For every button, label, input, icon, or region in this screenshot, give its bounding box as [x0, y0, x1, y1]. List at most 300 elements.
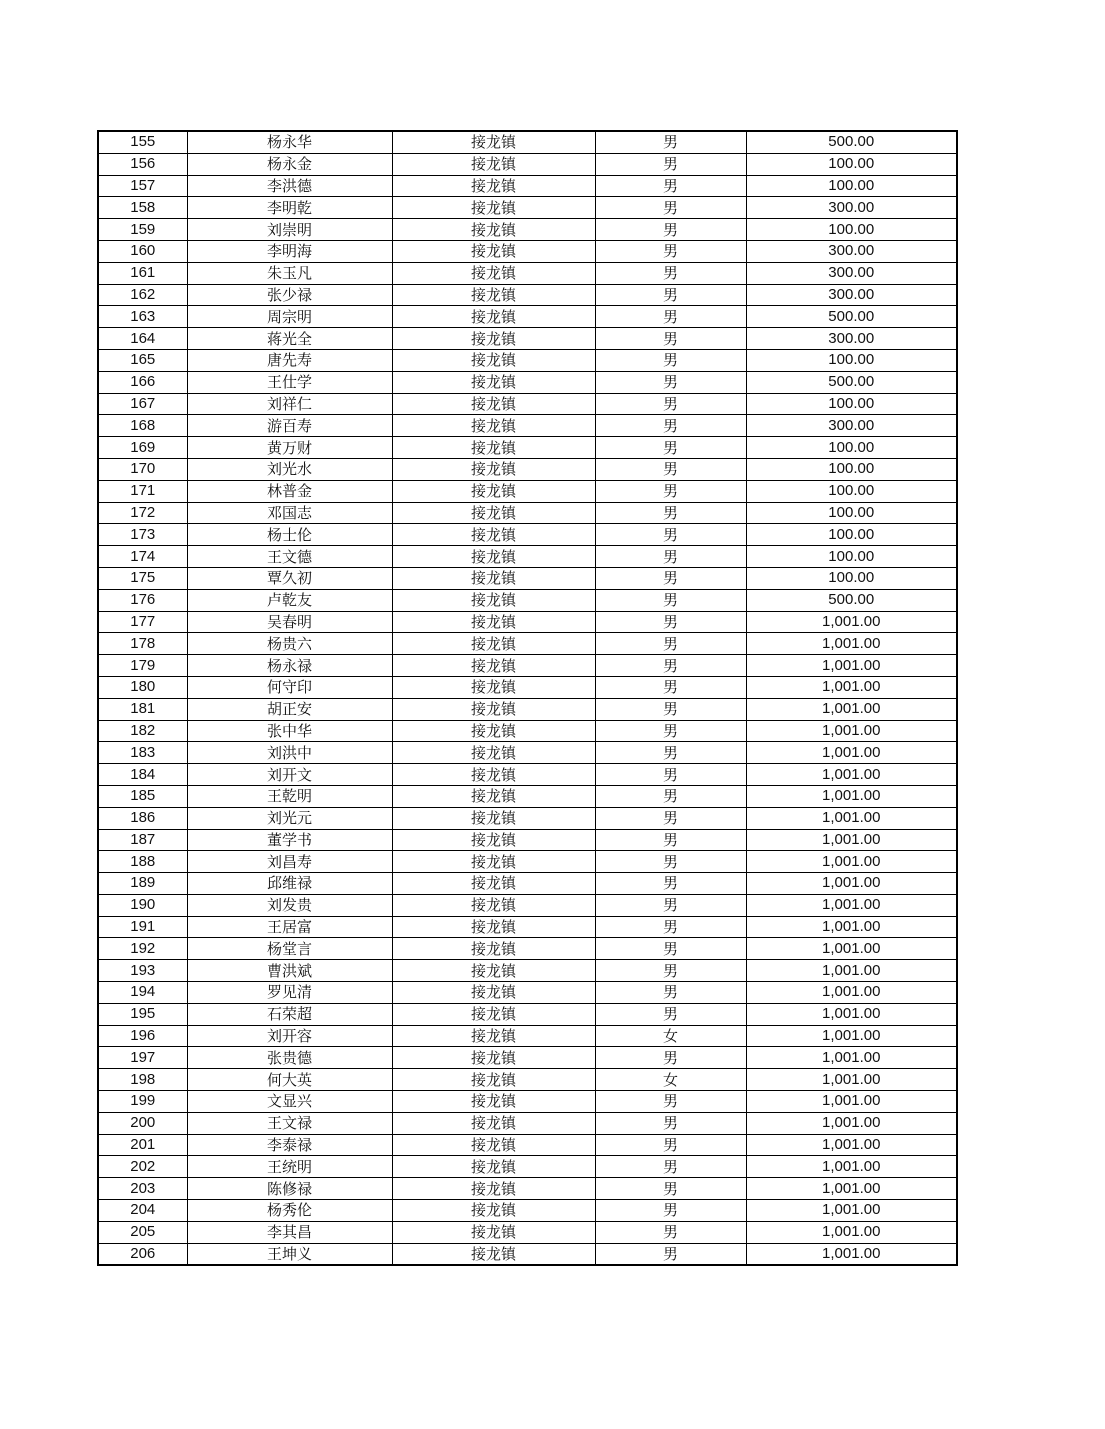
row-number-cell: 202	[98, 1156, 187, 1178]
table-row	[98, 197, 957, 219]
town-cell: 接龙镇	[392, 262, 595, 284]
amount-cell: 1,001.00	[746, 1178, 957, 1200]
name-cell: 文显兴	[187, 1091, 392, 1113]
row-number-cell: 192	[98, 938, 187, 960]
town-cell: 接龙镇	[392, 1069, 595, 1091]
amount-cell: 1,001.00	[746, 1091, 957, 1113]
name-cell: 何守印	[187, 676, 392, 698]
gender-cell: 男	[595, 764, 746, 786]
table-row	[98, 655, 957, 677]
row-number-cell: 168	[98, 415, 187, 437]
gender-cell: 男	[595, 742, 746, 764]
name-cell: 杨永华	[187, 131, 392, 153]
town-cell: 接龙镇	[392, 851, 595, 873]
gender-cell: 女	[595, 1025, 746, 1047]
row-number-cell: 197	[98, 1047, 187, 1069]
town-cell: 接龙镇	[392, 1047, 595, 1069]
town-cell: 接龙镇	[392, 1112, 595, 1134]
name-cell: 罗见清	[187, 982, 392, 1004]
amount-cell: 300.00	[746, 262, 957, 284]
town-cell: 接龙镇	[392, 764, 595, 786]
name-cell: 杨士伦	[187, 524, 392, 546]
name-cell: 朱玉凡	[187, 262, 392, 284]
amount-cell: 1,001.00	[746, 829, 957, 851]
amount-cell: 300.00	[746, 328, 957, 350]
gender-cell: 男	[595, 960, 746, 982]
row-number-cell: 204	[98, 1200, 187, 1222]
name-cell: 李洪德	[187, 175, 392, 197]
town-cell: 接龙镇	[392, 960, 595, 982]
gender-cell: 男	[595, 938, 746, 960]
amount-cell: 1,001.00	[746, 960, 957, 982]
gender-cell: 男	[595, 219, 746, 241]
row-number-cell: 193	[98, 960, 187, 982]
gender-cell: 男	[595, 1156, 746, 1178]
gender-cell: 男	[595, 197, 746, 219]
town-cell: 接龙镇	[392, 1003, 595, 1025]
name-cell: 李明乾	[187, 197, 392, 219]
table-row	[98, 1178, 957, 1200]
table-row	[98, 1112, 957, 1134]
gender-cell: 男	[595, 415, 746, 437]
row-number-cell: 165	[98, 349, 187, 371]
row-number-cell: 161	[98, 262, 187, 284]
town-cell: 接龙镇	[392, 1243, 595, 1265]
amount-cell: 100.00	[746, 480, 957, 502]
table-row	[98, 742, 957, 764]
table-row	[98, 916, 957, 938]
row-number-cell: 158	[98, 197, 187, 219]
name-cell: 董学书	[187, 829, 392, 851]
gender-cell: 男	[595, 546, 746, 568]
amount-cell: 1,001.00	[746, 1134, 957, 1156]
row-number-cell: 163	[98, 306, 187, 328]
amount-cell: 100.00	[746, 502, 957, 524]
town-cell: 接龙镇	[392, 916, 595, 938]
amount-cell: 100.00	[746, 153, 957, 175]
gender-cell: 男	[595, 807, 746, 829]
gender-cell: 男	[595, 153, 746, 175]
table-row	[98, 1221, 957, 1243]
amount-cell: 100.00	[746, 219, 957, 241]
name-cell: 刘开文	[187, 764, 392, 786]
town-cell: 接龙镇	[392, 1200, 595, 1222]
name-cell: 张少禄	[187, 284, 392, 306]
name-cell: 吴春明	[187, 611, 392, 633]
gender-cell: 男	[595, 1091, 746, 1113]
amount-cell: 300.00	[746, 415, 957, 437]
town-cell: 接龙镇	[392, 480, 595, 502]
amount-cell: 100.00	[746, 437, 957, 459]
gender-cell: 男	[595, 611, 746, 633]
table-row	[98, 807, 957, 829]
gender-cell: 男	[595, 1221, 746, 1243]
gender-cell: 男	[595, 306, 746, 328]
amount-cell: 1,001.00	[746, 1069, 957, 1091]
row-number-cell: 186	[98, 807, 187, 829]
table-row	[98, 393, 957, 415]
table-row	[98, 1047, 957, 1069]
table-row	[98, 1069, 957, 1091]
gender-cell: 男	[595, 458, 746, 480]
gender-cell: 男	[595, 589, 746, 611]
town-cell: 接龙镇	[392, 153, 595, 175]
town-cell: 接龙镇	[392, 655, 595, 677]
gender-cell: 男	[595, 698, 746, 720]
row-number-cell: 196	[98, 1025, 187, 1047]
name-cell: 林普金	[187, 480, 392, 502]
amount-cell: 500.00	[746, 131, 957, 153]
town-cell: 接龙镇	[392, 611, 595, 633]
table-row	[98, 1156, 957, 1178]
town-cell: 接龙镇	[392, 785, 595, 807]
row-number-cell: 206	[98, 1243, 187, 1265]
amount-cell: 1,001.00	[746, 742, 957, 764]
row-number-cell: 159	[98, 219, 187, 241]
table-body	[98, 131, 957, 1265]
town-cell: 接龙镇	[392, 589, 595, 611]
row-number-cell: 177	[98, 611, 187, 633]
amount-cell: 100.00	[746, 349, 957, 371]
amount-cell: 1,001.00	[746, 1200, 957, 1222]
table-row	[98, 153, 957, 175]
table-row	[98, 960, 957, 982]
amount-cell: 1,001.00	[746, 807, 957, 829]
gender-cell: 男	[595, 829, 746, 851]
name-cell: 刘昌寿	[187, 851, 392, 873]
row-number-cell: 179	[98, 655, 187, 677]
name-cell: 张贵德	[187, 1047, 392, 1069]
row-number-cell: 164	[98, 328, 187, 350]
gender-cell: 男	[595, 131, 746, 153]
amount-cell: 1,001.00	[746, 698, 957, 720]
table-row	[98, 851, 957, 873]
name-cell: 杨堂言	[187, 938, 392, 960]
row-number-cell: 195	[98, 1003, 187, 1025]
gender-cell: 男	[595, 720, 746, 742]
name-cell: 刘祥仁	[187, 393, 392, 415]
row-number-cell: 175	[98, 567, 187, 589]
gender-cell: 男	[595, 240, 746, 262]
row-number-cell: 194	[98, 982, 187, 1004]
row-number-cell: 160	[98, 240, 187, 262]
name-cell: 蒋光全	[187, 328, 392, 350]
town-cell: 接龙镇	[392, 742, 595, 764]
table-row	[98, 1003, 957, 1025]
table-row	[98, 349, 957, 371]
amount-cell: 1,001.00	[746, 1221, 957, 1243]
row-number-cell: 183	[98, 742, 187, 764]
name-cell: 王坤义	[187, 1243, 392, 1265]
gender-cell: 男	[595, 567, 746, 589]
amount-cell: 500.00	[746, 589, 957, 611]
table-row	[98, 633, 957, 655]
row-number-cell: 184	[98, 764, 187, 786]
row-number-cell: 191	[98, 916, 187, 938]
table-row	[98, 589, 957, 611]
table-row	[98, 1091, 957, 1113]
table-row	[98, 284, 957, 306]
row-number-cell: 188	[98, 851, 187, 873]
name-cell: 覃久初	[187, 567, 392, 589]
town-cell: 接龙镇	[392, 676, 595, 698]
table-row	[98, 894, 957, 916]
table-row	[98, 982, 957, 1004]
town-cell: 接龙镇	[392, 197, 595, 219]
name-cell: 杨永金	[187, 153, 392, 175]
table-row	[98, 415, 957, 437]
row-number-cell: 203	[98, 1178, 187, 1200]
gender-cell: 男	[595, 633, 746, 655]
name-cell: 石荣超	[187, 1003, 392, 1025]
name-cell: 卢乾友	[187, 589, 392, 611]
gender-cell: 男	[595, 1178, 746, 1200]
table-row	[98, 219, 957, 241]
gender-cell: 男	[595, 982, 746, 1004]
row-number-cell: 155	[98, 131, 187, 153]
row-number-cell: 174	[98, 546, 187, 568]
gender-cell: 男	[595, 524, 746, 546]
row-number-cell: 178	[98, 633, 187, 655]
name-cell: 刘崇明	[187, 219, 392, 241]
table-row	[98, 175, 957, 197]
gender-cell: 男	[595, 1112, 746, 1134]
town-cell: 接龙镇	[392, 567, 595, 589]
amount-cell: 1,001.00	[746, 916, 957, 938]
table-row	[98, 262, 957, 284]
table-row	[98, 502, 957, 524]
name-cell: 杨永禄	[187, 655, 392, 677]
town-cell: 接龙镇	[392, 1134, 595, 1156]
row-number-cell: 162	[98, 284, 187, 306]
town-cell: 接龙镇	[392, 894, 595, 916]
row-number-cell: 172	[98, 502, 187, 524]
town-cell: 接龙镇	[392, 546, 595, 568]
gender-cell: 男	[595, 676, 746, 698]
name-cell: 刘光元	[187, 807, 392, 829]
name-cell: 王统明	[187, 1156, 392, 1178]
gender-cell: 男	[595, 1243, 746, 1265]
name-cell: 黄万财	[187, 437, 392, 459]
row-number-cell: 180	[98, 676, 187, 698]
amount-cell: 100.00	[746, 524, 957, 546]
name-cell: 刘洪中	[187, 742, 392, 764]
gender-cell: 男	[595, 371, 746, 393]
gender-cell: 男	[595, 175, 746, 197]
amount-cell: 1,001.00	[746, 1003, 957, 1025]
amount-cell: 1,001.00	[746, 1047, 957, 1069]
amount-cell: 100.00	[746, 567, 957, 589]
town-cell: 接龙镇	[392, 437, 595, 459]
amount-cell: 1,001.00	[746, 633, 957, 655]
table-row	[98, 546, 957, 568]
row-number-cell: 190	[98, 894, 187, 916]
name-cell: 刘光水	[187, 458, 392, 480]
gender-cell: 男	[595, 916, 746, 938]
name-cell: 刘开容	[187, 1025, 392, 1047]
amount-cell: 100.00	[746, 458, 957, 480]
town-cell: 接龙镇	[392, 938, 595, 960]
table-row	[98, 371, 957, 393]
amount-cell: 300.00	[746, 240, 957, 262]
name-cell: 王仕学	[187, 371, 392, 393]
gender-cell: 男	[595, 262, 746, 284]
gender-cell: 男	[595, 655, 746, 677]
amount-cell: 1,001.00	[746, 676, 957, 698]
table-row	[98, 328, 957, 350]
gender-cell: 男	[595, 328, 746, 350]
name-cell: 唐先寿	[187, 349, 392, 371]
name-cell: 周宗明	[187, 306, 392, 328]
row-number-cell: 198	[98, 1069, 187, 1091]
name-cell: 胡正安	[187, 698, 392, 720]
amount-cell: 1,001.00	[746, 720, 957, 742]
name-cell: 王文禄	[187, 1112, 392, 1134]
name-cell: 何大英	[187, 1069, 392, 1091]
town-cell: 接龙镇	[392, 829, 595, 851]
town-cell: 接龙镇	[392, 393, 595, 415]
row-number-cell: 200	[98, 1112, 187, 1134]
amount-cell: 1,001.00	[746, 764, 957, 786]
row-number-cell: 187	[98, 829, 187, 851]
row-number-cell: 166	[98, 371, 187, 393]
name-cell: 游百寿	[187, 415, 392, 437]
row-number-cell: 205	[98, 1221, 187, 1243]
town-cell: 接龙镇	[392, 873, 595, 895]
table-row	[98, 720, 957, 742]
town-cell: 接龙镇	[392, 240, 595, 262]
town-cell: 接龙镇	[392, 131, 595, 153]
gender-cell: 男	[595, 1003, 746, 1025]
gender-cell: 男	[595, 1200, 746, 1222]
table-row	[98, 676, 957, 698]
name-cell: 王文德	[187, 546, 392, 568]
town-cell: 接龙镇	[392, 982, 595, 1004]
name-cell: 李泰禄	[187, 1134, 392, 1156]
amount-cell: 100.00	[746, 175, 957, 197]
town-cell: 接龙镇	[392, 502, 595, 524]
gender-cell: 男	[595, 284, 746, 306]
table-row	[98, 938, 957, 960]
amount-cell: 100.00	[746, 546, 957, 568]
town-cell: 接龙镇	[392, 1221, 595, 1243]
table-row	[98, 611, 957, 633]
row-number-cell: 181	[98, 698, 187, 720]
table-row	[98, 131, 957, 153]
name-cell: 邓国志	[187, 502, 392, 524]
town-cell: 接龙镇	[392, 415, 595, 437]
gender-cell: 男	[595, 873, 746, 895]
town-cell: 接龙镇	[392, 306, 595, 328]
amount-cell: 1,001.00	[746, 873, 957, 895]
town-cell: 接龙镇	[392, 633, 595, 655]
amount-cell: 1,001.00	[746, 1243, 957, 1265]
town-cell: 接龙镇	[392, 698, 595, 720]
amount-cell: 1,001.00	[746, 1112, 957, 1134]
town-cell: 接龙镇	[392, 807, 595, 829]
amount-cell: 1,001.00	[746, 1156, 957, 1178]
row-number-cell: 170	[98, 458, 187, 480]
town-cell: 接龙镇	[392, 524, 595, 546]
row-number-cell: 173	[98, 524, 187, 546]
name-cell: 刘发贵	[187, 894, 392, 916]
amount-cell: 1,001.00	[746, 655, 957, 677]
row-number-cell: 157	[98, 175, 187, 197]
table-row	[98, 1134, 957, 1156]
gender-cell: 男	[595, 785, 746, 807]
row-number-cell: 171	[98, 480, 187, 502]
town-cell: 接龙镇	[392, 1178, 595, 1200]
town-cell: 接龙镇	[392, 1025, 595, 1047]
row-number-cell: 189	[98, 873, 187, 895]
town-cell: 接龙镇	[392, 175, 595, 197]
gender-cell: 男	[595, 1134, 746, 1156]
amount-cell: 1,001.00	[746, 938, 957, 960]
gender-cell: 男	[595, 1047, 746, 1069]
town-cell: 接龙镇	[392, 371, 595, 393]
gender-cell: 男	[595, 851, 746, 873]
town-cell: 接龙镇	[392, 720, 595, 742]
name-cell: 邱维禄	[187, 873, 392, 895]
name-cell: 陈修禄	[187, 1178, 392, 1200]
town-cell: 接龙镇	[392, 1091, 595, 1113]
name-cell: 杨贵六	[187, 633, 392, 655]
amount-cell: 100.00	[746, 393, 957, 415]
town-cell: 接龙镇	[392, 328, 595, 350]
table-row	[98, 829, 957, 851]
amount-cell: 1,001.00	[746, 611, 957, 633]
row-number-cell: 169	[98, 437, 187, 459]
amount-cell: 1,001.00	[746, 982, 957, 1004]
row-number-cell: 199	[98, 1091, 187, 1113]
amount-cell: 1,001.00	[746, 894, 957, 916]
gender-cell: 男	[595, 349, 746, 371]
table-row	[98, 306, 957, 328]
gender-cell: 男	[595, 894, 746, 916]
gender-cell: 男	[595, 502, 746, 524]
table-row	[98, 567, 957, 589]
town-cell: 接龙镇	[392, 1156, 595, 1178]
row-number-cell: 201	[98, 1134, 187, 1156]
gender-cell: 男	[595, 480, 746, 502]
table-row	[98, 524, 957, 546]
table-row	[98, 698, 957, 720]
row-number-cell: 156	[98, 153, 187, 175]
amount-cell: 1,001.00	[746, 851, 957, 873]
row-number-cell: 182	[98, 720, 187, 742]
table-row	[98, 458, 957, 480]
name-cell: 王居富	[187, 916, 392, 938]
name-cell: 张中华	[187, 720, 392, 742]
name-cell: 李明海	[187, 240, 392, 262]
table-row	[98, 480, 957, 502]
table-row	[98, 240, 957, 262]
amount-cell: 1,001.00	[746, 1025, 957, 1047]
amount-cell: 500.00	[746, 306, 957, 328]
table-row	[98, 1200, 957, 1222]
town-cell: 接龙镇	[392, 284, 595, 306]
name-cell: 杨秀伦	[187, 1200, 392, 1222]
amount-cell: 1,001.00	[746, 785, 957, 807]
table-row	[98, 1243, 957, 1265]
gender-cell: 男	[595, 393, 746, 415]
table-row	[98, 764, 957, 786]
gender-cell: 女	[595, 1069, 746, 1091]
recipient-table	[97, 130, 958, 1266]
row-number-cell: 167	[98, 393, 187, 415]
row-number-cell: 185	[98, 785, 187, 807]
name-cell: 李其昌	[187, 1221, 392, 1243]
